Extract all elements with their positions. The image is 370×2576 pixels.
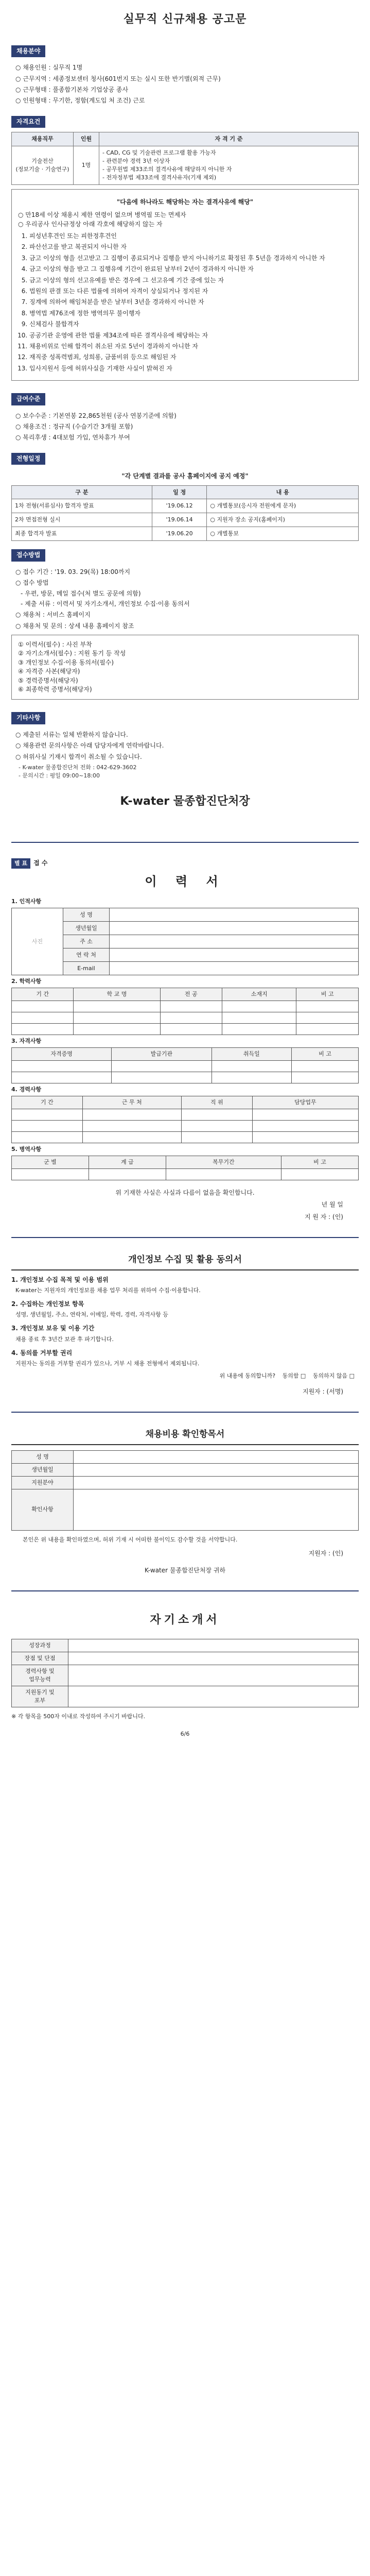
form-tag: 별 표 [11, 858, 30, 869]
check-table [11, 1450, 359, 1531]
table-row [12, 499, 359, 513]
disqualification-item: 11. 채용비위로 인해 합격이 취소된 자로 5년이 경과하지 아니한 자 [29, 342, 352, 351]
military-table [11, 1156, 359, 1180]
table-header: 구 분 [12, 485, 152, 499]
field-label: 성 명 [63, 908, 110, 922]
list-item: ○ 채용관련 문의사항은 아래 담당자에게 연락바랍니다. [15, 741, 359, 750]
form-tag-label: 접 수 [33, 859, 48, 867]
essay-footer: ※ 각 항목을 500자 이내로 작성하여 주시기 바랍니다. [11, 1713, 146, 1720]
field-label: 연 락 처 [63, 948, 110, 962]
resume-header [11, 858, 359, 869]
submit-item: ① 이력서(필수) : 사진 부착 [18, 641, 92, 648]
agree-no-checkbox[interactable]: 동의하지 않음 □ [312, 1372, 355, 1379]
list-item: ○ 복리후생 : 4대보험 가입, 연차휴가 부여 [15, 433, 359, 442]
table-header: 채용직무 [12, 132, 74, 146]
criteria-cell [99, 146, 359, 185]
table-row[interactable] [12, 1109, 359, 1120]
resume-form [11, 895, 359, 1222]
agree-row [15, 1372, 355, 1380]
disqualification-list [18, 232, 352, 373]
address-field[interactable] [110, 935, 359, 948]
section-divider [11, 1590, 359, 1591]
section-header-other: 기타사항 [11, 712, 45, 724]
application-sublist [11, 589, 359, 608]
disqualification-item: 12. 재직중 성폭력범죄, 성희롱, 금품비위 등으로 해임된 자 [29, 353, 352, 362]
field-label: 지원분야 [12, 1476, 74, 1489]
pledge-text: 위 기재한 사실은 사실과 다름이 없음을 확인합니다. [115, 1189, 255, 1196]
check-sign[interactable]: 지원자 : (인) [308, 1549, 343, 1557]
table-cell: '19.06.20 [152, 527, 207, 541]
list-item: ○ 보수수준 : 기본연봉 22,865천원 (공사 연봉기준에 의함) [15, 412, 359, 420]
submit-item: ④ 자격증 사본(해당자) [18, 668, 80, 675]
table-header: 직 위 [181, 1096, 252, 1109]
table-header: 자 격 기 준 [99, 132, 359, 146]
list-item: ○ 근무형태 : 풀종합기본차 기업상공 종사 [15, 86, 359, 94]
personal-info-table [11, 908, 359, 975]
essay-label: 성장과정 [12, 1639, 68, 1652]
consent-title: 개인정보 수집 및 활용 동의서 [11, 1253, 359, 1270]
table-header: 근 무 처 [82, 1096, 181, 1109]
table-row [12, 527, 359, 541]
disqualification-item: 7. 징계에 의하여 해임처분을 받은 날부터 3년을 경과하지 아니한 자 [29, 298, 352, 307]
qualification-table [11, 132, 359, 185]
date-line: 년 월 일 [321, 1201, 343, 1209]
count-cell: 1명 [74, 146, 99, 185]
section-header-salary: 급여수준 [11, 393, 45, 405]
disqualification-item: 4. 금고 이상의 형을 받고 그 집행유예 기간이 완료된 날부터 2년이 경과하지 아니한 자 [29, 265, 352, 274]
consent-paragraph: 성명, 생년월일, 주소, 연락처, 이메일, 학력, 경력, 자격사항 등 [15, 1311, 168, 1318]
table-header: 학 교 명 [74, 988, 160, 1001]
criteria-line: - 전자정부법 제33조에 결격사유자(기재 제외) [102, 174, 217, 181]
essay-label: 경력사항 및 업무능력 [12, 1665, 68, 1686]
submit-item: ② 자기소개서(필수) : 지원 동기 등 작성 [18, 650, 126, 657]
table-header: 자격증명 [12, 1048, 112, 1061]
disqualification-box [11, 189, 359, 381]
table-header: 소재지 [222, 988, 296, 1001]
resume-section-title: 4. 경력사항 [11, 1086, 42, 1093]
phone-field[interactable] [110, 948, 359, 962]
essay-field[interactable] [68, 1639, 359, 1652]
application-list [11, 568, 359, 588]
field-label: 주 소 [63, 935, 110, 948]
agree-yes-checkbox[interactable]: 동의함 □ [282, 1372, 306, 1379]
birth-field[interactable] [110, 922, 359, 935]
table-header: 기 간 [12, 1096, 83, 1109]
page-number: 6/6 [180, 1730, 190, 1737]
table-cell: ○ 개별통보 [207, 527, 359, 541]
criteria-line: - CAD, CG 및 기술관련 프로그램 활용 가능자 [102, 149, 216, 157]
table-cell: 1차 전형(서류심사) 합격자 발표 [12, 499, 152, 513]
submit-item: ③ 개인정보 수집·이용 동의서(필수) [18, 658, 114, 666]
table-cell: '19.06.12 [152, 499, 207, 513]
certification-table [11, 1047, 359, 1083]
consent-paragraph: K-water는 지원자의 개인정보를 채용 업무 처리를 위하여 수집·이용합니다. [15, 1287, 201, 1294]
consent-paragraph: 채용 종료 후 3년간 보관 후 파기합니다. [15, 1335, 114, 1343]
table-header: 복무기간 [166, 1156, 281, 1168]
name-field[interactable] [110, 908, 359, 922]
table-cell: 최종 합격자 발표 [12, 527, 152, 541]
list-item: - 제출 서류 : 이력서 및 자기소개서, 개인정보 수집·이용 동의서 [21, 600, 359, 608]
submit-item: ⑥ 최종학력 증명서(해당자) [18, 685, 92, 693]
criteria-line: - 공무원법 제33조의 결격사유에 해당하지 아니한 자 [102, 166, 232, 173]
section-header-schedule: 전형일정 [11, 453, 45, 465]
schedule-note: "각 단계별 결과를 공사 홈페이지에 공지 예정" [121, 472, 249, 480]
essay-label: 지원동기 및 포부 [12, 1686, 68, 1707]
disqualification-item: 10. 공공기관 운영에 관한 법률 제34조에 따른 결격사유에 해당하는 자 [29, 331, 352, 340]
table-header: 비 고 [292, 1048, 359, 1061]
list-item: - 우편, 방문, 메일 접수(처 별도 공문에 의함) [21, 589, 359, 598]
disqualification-item: 6. 법원의 판결 또는 다른 법률에 의하여 자격이 상실되거나 정지된 자 [29, 287, 352, 296]
section-divider [11, 1412, 359, 1413]
salary-list [11, 412, 359, 443]
consent-sign[interactable]: 지원자 : (서명) [303, 1387, 343, 1395]
field-label: E-mail [63, 962, 110, 975]
table-header: 군 별 [12, 1156, 89, 1168]
disqualification-item: 2. 파산선고를 받고 복권되지 아니한 자 [29, 243, 352, 251]
list-item: ○ 채용인원 : 실무직 1명 [15, 63, 359, 72]
submit-item: ⑤ 경력증명서(해당자) [18, 676, 78, 684]
table-row[interactable] [12, 1120, 359, 1131]
disqualification-item: 8. 병역법 제76조에 정한 병역의무 불이행자 [29, 309, 352, 318]
essay-label: 장점 및 단점 [12, 1652, 68, 1665]
check-org: K-water 물종합진단처장 귀하 [144, 1567, 226, 1574]
list-item: ○ 인원형태 : 무기한, 정함(계도입 처 조건) 근로 [15, 96, 359, 105]
table-header: 비 고 [296, 988, 359, 1001]
application-list-2 [11, 611, 359, 631]
submit-documents-box [11, 635, 359, 700]
table-row[interactable] [12, 1072, 359, 1083]
table-header: 일 정 [152, 485, 207, 499]
list-item: ○ 채용처 : 서비스 홈페이지 [15, 611, 359, 619]
recruit-field-list [11, 63, 359, 106]
table-row [12, 513, 359, 527]
table-cell: 2차 면접전형 실시 [12, 513, 152, 527]
field-label: 생년월일 [63, 922, 110, 935]
disqualification-item: 5. 금고 이상의 형의 선고유예를 받은 경우에 그 선고유예 기간 중에 있는 자 [29, 276, 352, 285]
check-form [11, 1450, 359, 1575]
table-row[interactable] [12, 1061, 359, 1072]
check-field[interactable] [74, 1450, 359, 1463]
agree-question: 위 내용에 동의합니까? [219, 1372, 276, 1379]
photo-box[interactable]: 사진 [12, 908, 63, 975]
resume-section-title: 1. 인적사항 [11, 898, 42, 905]
section-header-application: 접수방법 [11, 549, 45, 561]
table-cell: ○ 개별통보(응시자 전원에게 문자) [207, 499, 359, 513]
table-header: 전 공 [160, 988, 222, 1001]
resume-section-title: 3. 자격사항 [11, 1038, 42, 1045]
list-item: ○ 채용조건 : 정규직 (수습기간 3개월 포함) [15, 422, 359, 431]
contact-line: - 문의시간 : 평일 09:00~18:00 [19, 772, 100, 779]
list-item: ○ 근무지역 : 세종정보센터 청사(601번지 또는 실시 또한 반기별(외적 근무) [15, 75, 359, 83]
resume-section-title: 5. 병역사항 [11, 1145, 42, 1153]
essay-field[interactable] [68, 1652, 359, 1665]
consent-heading: 3. 개인정보 보유 및 이용 기간 [11, 1325, 95, 1332]
education-table [11, 988, 359, 1035]
other-list [11, 731, 359, 761]
table-row[interactable] [12, 1001, 359, 1012]
table-header: 담당업무 [252, 1096, 358, 1109]
essay-form [11, 1639, 359, 1707]
page-title: 실무직 신규채용 공고문 [123, 13, 247, 26]
disqualification-heading: "다음에 하나라도 해당하는 자는 결격사유에 해당" [116, 198, 254, 206]
contact-line: - K-water 물종합진단처 전화 : 042-629-3602 [19, 764, 137, 771]
consent-heading: 1. 개인정보 수집 목적 및 이용 범위 [11, 1276, 109, 1283]
check-field[interactable] [74, 1489, 359, 1530]
list-item: ○ 채용처 및 문의 : 상세 내용 홈페이지 참조 [15, 622, 359, 631]
table-row[interactable] [12, 1131, 359, 1143]
schedule-table [11, 485, 359, 541]
essay-title: 자기소개서 [150, 1614, 220, 1627]
org-signature: K-water 물종합진단처장 [120, 794, 250, 808]
consent-heading: 4. 동의를 거부할 권리 [11, 1349, 73, 1357]
section-header-recruit-field: 채용분야 [11, 45, 45, 57]
list-item: ○ 접수 기간 : '19. 03. 29(목) 18:00까지 [15, 568, 359, 577]
consent-paragraph: 지원자는 동의를 거부할 권리가 있으나, 거부 시 채용 전형에서 제외됩니다. [15, 1360, 200, 1367]
essay-field[interactable] [68, 1665, 359, 1686]
field-label: 확인사항 [12, 1489, 74, 1530]
field-label: 생년월일 [12, 1463, 74, 1476]
disqualification-item: 13. 입사지원서 등에 허위사실을 기재한 사실이 밝혀진 자 [29, 364, 352, 373]
table-header: 취득일 [212, 1048, 292, 1061]
table-header: 기 간 [12, 988, 74, 1001]
disqual-intro: ○ 만18세 이상 채용시 제한 연령이 없으며 병역필 또는 면제자 [18, 211, 186, 219]
check-field[interactable] [74, 1476, 359, 1489]
check-note: 본인은 위 내용을 확인하였으며, 허위 기재 시 어떠한 불이익도 감수할 것을 서약합니다. [23, 1536, 238, 1543]
table-cell: ○ 지원자 장소 공지(홈페이지) [207, 513, 359, 527]
disqualification-item: 1. 피성년후견인 또는 피한정후견인 [29, 232, 352, 241]
email-field[interactable] [110, 962, 359, 975]
essay-table [11, 1639, 359, 1707]
table-cell: '19.06.14 [152, 513, 207, 527]
section-divider [11, 1237, 359, 1238]
disqualification-item: 3. 금고 이상의 형을 선고받고 그 집행이 종료되거나 집행을 받지 아니하기로 확정된 후 5년을 경과하지 아니한 자 [29, 254, 352, 263]
section-divider [11, 842, 359, 843]
section-header-qualification: 자격요건 [11, 116, 45, 128]
list-item: ○ 제출된 서류는 일체 반환하지 않습니다. [15, 731, 359, 739]
disqual-intro: ○ 우리공사 인사규정상 아래 각호에 해당하지 않는 자 [18, 220, 163, 228]
table-row[interactable] [12, 1012, 359, 1024]
field-label: 성 명 [12, 1450, 74, 1463]
consent-heading: 2. 수집하는 개인정보 항목 [11, 1300, 84, 1308]
job-cell: 기술전산 (정보기술 · 기술연구) [12, 146, 74, 185]
check-field[interactable] [74, 1463, 359, 1476]
table-header: 비 고 [281, 1156, 359, 1168]
table-header: 인원 [74, 132, 99, 146]
table-header: 발급기관 [112, 1048, 212, 1061]
announcement [0, 0, 370, 826]
criteria-line: - 관련분야 경력 3년 이상자 [102, 158, 170, 165]
table-header: 내 용 [207, 485, 359, 499]
contact-info [11, 764, 359, 780]
resume-title: 이 력 서 [145, 874, 225, 889]
list-item: ○ 허위사실 기재시 합격이 취소될 수 있습니다. [15, 753, 359, 761]
disqualification-item: 9. 신체검사 불합격자 [29, 320, 352, 329]
table-row[interactable] [12, 1168, 359, 1180]
table-header: 계 급 [89, 1156, 166, 1168]
table-row[interactable] [12, 1024, 359, 1035]
signer-line[interactable]: 지 원 자 : (인) [304, 1213, 343, 1221]
resume-section-title: 2. 학력사항 [11, 978, 42, 985]
career-table [11, 1096, 359, 1143]
consent-body [11, 1276, 359, 1397]
list-item: ○ 접수 방법 [15, 579, 359, 587]
check-title: 채용비용 확인항목서 [11, 1428, 359, 1445]
essay-field[interactable] [68, 1686, 359, 1707]
